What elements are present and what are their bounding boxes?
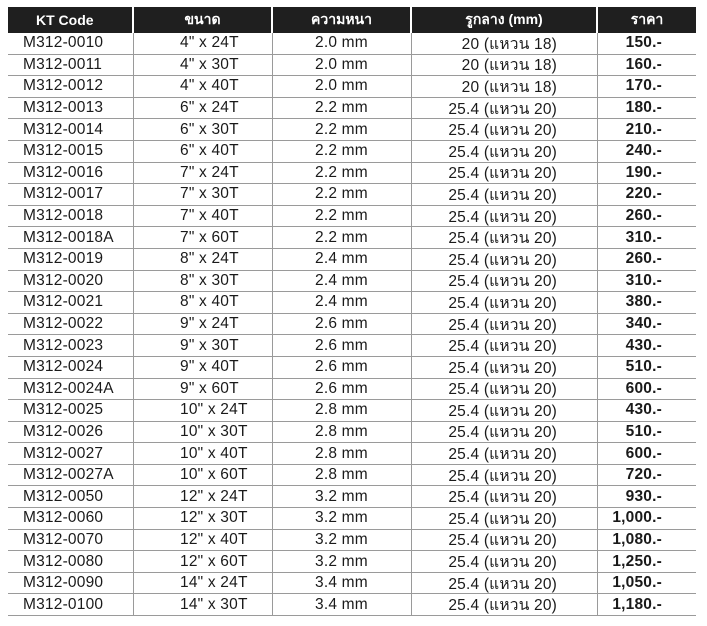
table-row xyxy=(8,292,696,314)
table-header xyxy=(8,7,696,33)
cell-kt-code: M312-0070 xyxy=(8,530,134,551)
cell-size: 8" x 40T xyxy=(134,292,273,313)
cell-price: 260.- xyxy=(625,250,662,268)
cell-price: 160.- xyxy=(625,55,662,73)
cell-price: 190.- xyxy=(625,163,662,181)
cell-size: 7" x 60T xyxy=(134,227,273,248)
cell-size: 7" x 24T xyxy=(134,163,273,184)
table-row xyxy=(8,119,696,141)
cell-size: 8" x 30T xyxy=(134,271,273,292)
cell-size: 8" x 24T xyxy=(134,249,273,270)
cell-size: 6" x 24T xyxy=(134,98,273,119)
cell-center-hole: 20 (แหวน 18) xyxy=(412,55,598,76)
cell-kt-code: M312-0026 xyxy=(8,422,134,443)
cell-price: 430.- xyxy=(625,401,662,419)
cell-center-hole: 25.4 (แหวน 20) xyxy=(412,227,598,248)
cell-size: 4" x 24T xyxy=(134,33,273,54)
cell-kt-code: M312-0020 xyxy=(8,271,134,292)
cell-center-hole: 25.4 (แหวน 20) xyxy=(412,141,598,162)
cell-price: 930.- xyxy=(625,487,662,505)
table-row xyxy=(8,184,696,206)
cell-kt-code: M312-0090 xyxy=(8,573,134,594)
table-row xyxy=(8,141,696,163)
cell-price: 380.- xyxy=(625,293,662,311)
cell-size: 14" x 24T xyxy=(134,573,273,594)
cell-center-hole: 25.4 (แหวน 20) xyxy=(412,98,598,119)
cell-size: 9" x 30T xyxy=(134,335,273,356)
cell-kt-code: M312-0080 xyxy=(8,551,134,572)
cell-kt-code: M312-0021 xyxy=(8,292,134,313)
cell-kt-code: M312-0060 xyxy=(8,508,134,529)
cell-kt-code: M312-0016 xyxy=(8,163,134,184)
cell-center-hole: 25.4 (แหวน 20) xyxy=(412,400,598,421)
cell-price: 260.- xyxy=(625,207,662,225)
cell-center-hole: 25.4 (แหวน 20) xyxy=(412,314,598,335)
cell-center-hole: 25.4 (แหวน 20) xyxy=(412,292,598,313)
cell-kt-code: M312-0014 xyxy=(8,119,134,140)
cell-price: 220.- xyxy=(625,185,662,203)
cell-thickness: 2.6 mm xyxy=(273,379,412,400)
table-row xyxy=(8,357,696,379)
cell-thickness: 2.0 mm xyxy=(273,55,412,76)
cell-thickness: 2.8 mm xyxy=(273,400,412,421)
cell-thickness: 2.0 mm xyxy=(273,76,412,97)
cell-price: 1,050.- xyxy=(612,574,662,592)
cell-size: 12" x 60T xyxy=(134,551,273,572)
table-row xyxy=(8,55,696,77)
cell-kt-code: M312-0013 xyxy=(8,98,134,119)
cell-center-hole: 25.4 (แหวน 20) xyxy=(412,508,598,529)
price-table xyxy=(8,7,696,616)
cell-price: 240.- xyxy=(625,142,662,160)
cell-thickness: 2.4 mm xyxy=(273,292,412,313)
cell-size: 10" x 60T xyxy=(134,465,273,486)
table-row xyxy=(8,443,696,465)
cell-thickness: 2.8 mm xyxy=(273,465,412,486)
cell-price: 210.- xyxy=(625,120,662,138)
cell-thickness: 2.0 mm xyxy=(273,33,412,54)
cell-thickness: 2.2 mm xyxy=(273,184,412,205)
cell-size: 10" x 24T xyxy=(134,400,273,421)
cell-kt-code: M312-0027 xyxy=(8,443,134,464)
cell-center-hole: 25.4 (แหวน 20) xyxy=(412,551,598,572)
cell-price: 1,180.- xyxy=(612,595,662,613)
cell-thickness: 3.2 mm xyxy=(273,551,412,572)
table-body xyxy=(8,33,696,616)
cell-kt-code: M312-0018 xyxy=(8,206,134,227)
cell-thickness: 2.6 mm xyxy=(273,357,412,378)
table-row xyxy=(8,530,696,552)
table-row xyxy=(8,206,696,228)
cell-size: 4" x 30T xyxy=(134,55,273,76)
cell-center-hole: 25.4 (แหวน 20) xyxy=(412,335,598,356)
cell-price: 170.- xyxy=(625,77,662,95)
table-row xyxy=(8,314,696,336)
table-row xyxy=(8,486,696,508)
cell-center-hole: 25.4 (แหวน 20) xyxy=(412,119,598,140)
cell-price: 310.- xyxy=(625,228,662,246)
cell-price: 510.- xyxy=(625,422,662,440)
cell-size: 6" x 40T xyxy=(134,141,273,162)
cell-kt-code: M312-0010 xyxy=(8,33,134,54)
table-row xyxy=(8,379,696,401)
cell-price: 150.- xyxy=(625,34,662,52)
cell-center-hole: 25.4 (แหวน 20) xyxy=(412,184,598,205)
cell-kt-code: M312-0012 xyxy=(8,76,134,97)
cell-price: 600.- xyxy=(625,379,662,397)
cell-kt-code: M312-0025 xyxy=(8,400,134,421)
cell-price: 430.- xyxy=(625,336,662,354)
cell-price: 510.- xyxy=(625,358,662,376)
cell-center-hole: 25.4 (แหวน 20) xyxy=(412,357,598,378)
table-row xyxy=(8,508,696,530)
cell-center-hole: 25.4 (แหวน 20) xyxy=(412,163,598,184)
cell-kt-code: M312-0022 xyxy=(8,314,134,335)
table-row xyxy=(8,98,696,120)
cell-center-hole: 20 (แหวน 18) xyxy=(412,76,598,97)
table-row xyxy=(8,573,696,595)
table-row xyxy=(8,249,696,271)
cell-center-hole: 25.4 (แหวน 20) xyxy=(412,271,598,292)
cell-price: 720.- xyxy=(625,466,662,484)
cell-thickness: 2.2 mm xyxy=(273,163,412,184)
cell-size: 9" x 24T xyxy=(134,314,273,335)
header-size: ขนาด xyxy=(134,7,273,33)
cell-kt-code: M312-0050 xyxy=(8,486,134,507)
table-row xyxy=(8,335,696,357)
cell-thickness: 2.2 mm xyxy=(273,98,412,119)
cell-kt-code: M312-0019 xyxy=(8,249,134,270)
cell-size: 10" x 30T xyxy=(134,422,273,443)
cell-center-hole: 25.4 (แหวน 20) xyxy=(412,530,598,551)
cell-size: 14" x 30T xyxy=(134,594,273,615)
cell-thickness: 3.4 mm xyxy=(273,594,412,615)
cell-thickness: 2.4 mm xyxy=(273,249,412,270)
cell-thickness: 2.8 mm xyxy=(273,422,412,443)
cell-thickness: 2.8 mm xyxy=(273,443,412,464)
cell-thickness: 3.2 mm xyxy=(273,508,412,529)
cell-center-hole: 25.4 (แหวน 20) xyxy=(412,379,598,400)
cell-price: 1,000.- xyxy=(612,509,662,527)
cell-kt-code: M312-0100 xyxy=(8,594,134,615)
cell-center-hole: 25.4 (แหวน 20) xyxy=(412,465,598,486)
cell-center-hole: 25.4 (แหวน 20) xyxy=(412,594,598,615)
cell-size: 12" x 24T xyxy=(134,486,273,507)
cell-size: 9" x 60T xyxy=(134,379,273,400)
cell-thickness: 2.6 mm xyxy=(273,335,412,356)
cell-size: 9" x 40T xyxy=(134,357,273,378)
cell-kt-code: M312-0018A xyxy=(8,227,134,248)
cell-center-hole: 25.4 (แหวน 20) xyxy=(412,249,598,270)
cell-thickness: 2.2 mm xyxy=(273,141,412,162)
cell-size: 12" x 40T xyxy=(134,530,273,551)
header-thickness: ความหนา xyxy=(273,7,412,33)
cell-center-hole: 25.4 (แหวน 20) xyxy=(412,443,598,464)
cell-thickness: 2.6 mm xyxy=(273,314,412,335)
table-row xyxy=(8,422,696,444)
cell-kt-code: M312-0011 xyxy=(8,55,134,76)
cell-center-hole: 25.4 (แหวน 20) xyxy=(412,422,598,443)
cell-size: 4" x 40T xyxy=(134,76,273,97)
cell-size: 12" x 30T xyxy=(134,508,273,529)
cell-price: 600.- xyxy=(625,444,662,462)
header-price: ราคา xyxy=(598,7,696,33)
cell-size: 7" x 40T xyxy=(134,206,273,227)
cell-kt-code: M312-0027A xyxy=(8,465,134,486)
table-row xyxy=(8,76,696,98)
cell-price: 1,250.- xyxy=(612,552,662,570)
cell-thickness: 3.4 mm xyxy=(273,573,412,594)
cell-size: 6" x 30T xyxy=(134,119,273,140)
cell-price: 180.- xyxy=(625,99,662,117)
cell-thickness: 3.2 mm xyxy=(273,486,412,507)
cell-center-hole: 25.4 (แหวน 20) xyxy=(412,486,598,507)
cell-thickness: 2.2 mm xyxy=(273,206,412,227)
cell-thickness: 3.2 mm xyxy=(273,530,412,551)
table-row xyxy=(8,400,696,422)
cell-price: 1,080.- xyxy=(612,530,662,548)
cell-price: 310.- xyxy=(625,271,662,289)
cell-size: 10" x 40T xyxy=(134,443,273,464)
cell-thickness: 2.2 mm xyxy=(273,227,412,248)
header-center-hole: รูกลาง (mm) xyxy=(412,7,598,33)
cell-kt-code: M312-0015 xyxy=(8,141,134,162)
table-row xyxy=(8,33,696,55)
cell-price: 340.- xyxy=(625,315,662,333)
cell-kt-code: M312-0024 xyxy=(8,357,134,378)
cell-thickness: 2.4 mm xyxy=(273,271,412,292)
cell-thickness: 2.2 mm xyxy=(273,119,412,140)
cell-kt-code: M312-0023 xyxy=(8,335,134,356)
table-row xyxy=(8,271,696,293)
header-kt-code: KT Code xyxy=(8,7,134,33)
table-row xyxy=(8,465,696,487)
cell-kt-code: M312-0017 xyxy=(8,184,134,205)
table-row xyxy=(8,227,696,249)
cell-center-hole: 20 (แหวน 18) xyxy=(412,33,598,54)
table-row xyxy=(8,594,696,616)
cell-center-hole: 25.4 (แหวน 20) xyxy=(412,206,598,227)
table-row xyxy=(8,551,696,573)
cell-size: 7" x 30T xyxy=(134,184,273,205)
table-row xyxy=(8,163,696,185)
cell-kt-code: M312-0024A xyxy=(8,379,134,400)
cell-center-hole: 25.4 (แหวน 20) xyxy=(412,573,598,594)
